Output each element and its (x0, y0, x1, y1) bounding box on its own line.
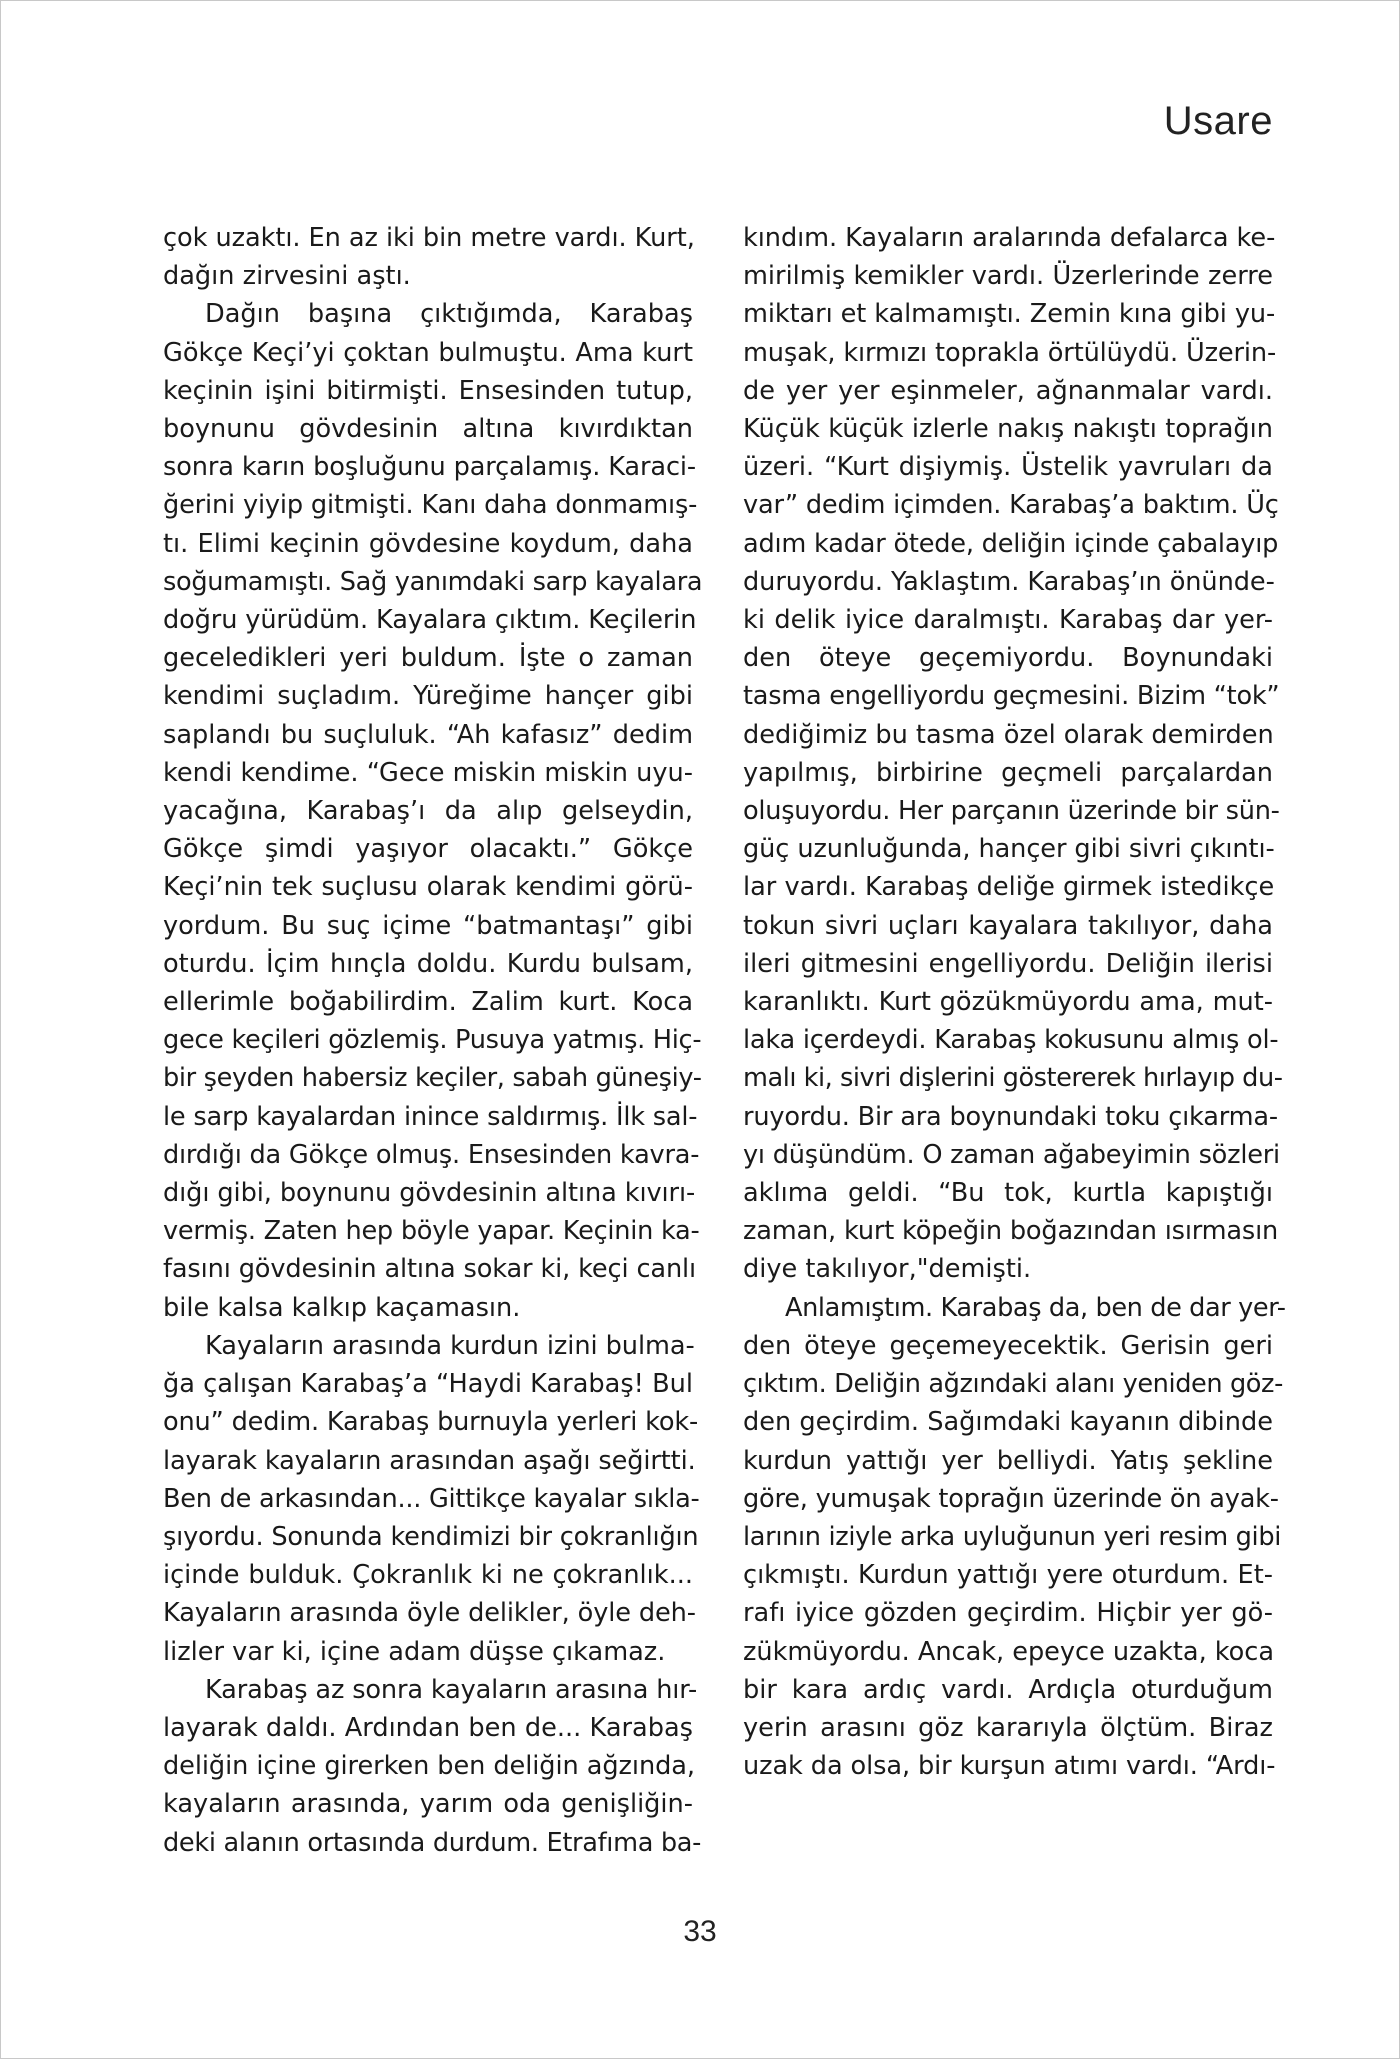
text-line: muşak, kırmızı toprakla örtülüydü. Üzerin- (743, 337, 1277, 368)
text-line: de yer yer eşinmeler, ağnanmalar vardı. (743, 375, 1273, 406)
text-line: çıktım. Deliğin ağzındaki alanı yeniden göz- (743, 1369, 1283, 1400)
text-line: le sarp kayalardan inince saldırmış. İlk sal- (163, 1101, 698, 1132)
text-line: ğerini yiyip gitmişti. Kanı daha donmamış- (163, 490, 698, 521)
text-line: boynunu gövdesinin altına kıvırdıktan (163, 414, 693, 445)
text-line: kendimi suçladım. Yüreğime hançer gibi (163, 681, 693, 712)
paragraph (163, 1671, 702, 1862)
text-line: den geçirdim. Sağımdaki kayanın dibinde (743, 1407, 1273, 1438)
text-line: keçinin işini bitirmişti. Ensesinden tutup, (163, 375, 693, 406)
left-text-column (163, 219, 703, 1862)
text-line: diye takılıyor,"demişti. (743, 1254, 1032, 1285)
page-number: 33 (683, 1915, 717, 1948)
text-line: Dağın başına çıktığımda, Karabaş (205, 299, 693, 330)
text-line: dırdığı da Gökçe olmuş. Ensesinden kavra- (163, 1139, 700, 1170)
text-line: layarak kayaların arasından aşağı seğirtti. (163, 1445, 696, 1476)
text-line: Kayaların arasında kurdun izini bulma- (205, 1330, 695, 1361)
text-line: Ben de arkasından... Gittikçe kayalar sıkla- (163, 1483, 700, 1514)
text-line: karanlıktı. Kurt gözükmüyordu ama, mut- (743, 987, 1273, 1018)
text-line: tasma engelliyordu geçmesini. Bizim “tok” (743, 681, 1280, 712)
text-line: Karabaş az sonra kayaların arasına hır- (205, 1674, 698, 1705)
text-line: bile kalsa kalkıp kaçamasın. (163, 1292, 521, 1323)
text-line: mirilmiş kemikler vardı. Üzerlerinde zerre (743, 261, 1273, 292)
text-line: içinde bulduk. Çokranlık ki ne çokranlık... (163, 1560, 693, 1591)
text-line: kurdun yattığı yer belliydi. Yatış şekline (743, 1445, 1273, 1476)
text-line: kendi kendime. “Gece miskin miskin uyu- (163, 757, 693, 788)
text-line: ğa çalışan Karabaş’a “Haydi Karabaş! Bul (163, 1369, 693, 1400)
paragraph (163, 1327, 700, 1671)
text-line: sonra karın boşluğunu parçalamış. Karaci- (163, 452, 697, 483)
text-line: Anlamıştım. Karabaş da, ben de dar yer- (785, 1292, 1286, 1323)
text-line: ki delik iyice daralmıştı. Karabaş dar yer- (743, 605, 1273, 636)
text-line: zaman, kurt köpeğin boğazından ısırmasın (743, 1216, 1279, 1247)
text-line: bir kara ardıç vardı. Ardıçla oturduğum (743, 1674, 1273, 1705)
text-line: yapılmış, birbirine geçmeli parçalardan (743, 757, 1273, 788)
text-line: Gökçe şimdi yaşıyor olacaktı.” Gökçe (163, 834, 693, 865)
text-line: uzak da olsa, bir kurşun atımı vardı. “Ardı- (743, 1751, 1276, 1782)
text-line: oturdu. İçim hınçla doldu. Kurdu bulsam, (163, 948, 693, 979)
right-text-column (743, 219, 1286, 1785)
paragraph (163, 219, 693, 295)
text-line: Kayaların arasında öyle delikler, öyle deh- (163, 1598, 696, 1629)
text-line: den öteye geçemeyecektik. Gerisin geri (743, 1330, 1273, 1361)
text-line: doğru yürüdüm. Kayalara çıktım. Keçilerin (163, 605, 697, 636)
text-line: yordum. Bu suç içime “batmantaşı” gibi (163, 910, 693, 941)
text-line: layarak daldı. Ardından ben de... Karabaş (163, 1712, 693, 1743)
text-line: Gökçe Keçi’yi çoktan bulmuştu. Ama kurt (163, 337, 693, 368)
text-line: Keçi’nin tek suçlusu olarak kendimi görü- (163, 872, 693, 903)
text-line: dediğimiz bu tasma özel olarak demirden (743, 719, 1274, 750)
text-line: vermiş. Zaten hep böyle yapar. Keçinin ka- (163, 1216, 700, 1247)
text-line: larının iziyle arka uyluğunun yeri resim gibi (743, 1521, 1282, 1552)
text-line: saplandı bu suçluluk. “Ah kafasız” dedim (163, 719, 693, 750)
text-line: var” dedim içimden. Karabaş’a baktım. Üç (743, 490, 1279, 521)
text-line: yacağına, Karabaş’ı da alıp gelseydin, (163, 796, 693, 827)
text-line: rafı iyice gözden geçirdim. Hiçbir yer gö- (743, 1598, 1273, 1629)
text-line: dağın zirvesini aştı. (163, 261, 411, 292)
running-header: Usare (1163, 99, 1273, 143)
text-line: onu” dedim. Karabaş burnuyla yerleri kok- (163, 1407, 699, 1438)
text-line: oluşuyordu. Her parçanın üzerinde bir sün- (743, 796, 1280, 827)
text-line: çıkmıştı. Kurdun yattığı yere oturdum. Et- (743, 1560, 1273, 1591)
paragraph (163, 295, 703, 1326)
text-line: çok uzaktı. En az iki bin metre vardı. Kurt, (163, 223, 695, 253)
paragraph (743, 219, 1283, 1289)
text-line: tı. Elimi keçinin gövdesine koydum, daha (163, 528, 693, 559)
text-line: bir şeyden habersiz keçiler, sabah güneşiy- (163, 1063, 702, 1094)
text-line: tokun sivri uçları kayalara takılıyor, daha (743, 910, 1273, 941)
text-line: Küçük küçük izlerle nakış nakıştı toprağın (743, 414, 1273, 445)
text-line: laka içerdeydi. Karabaş kokusunu almış ol- (743, 1025, 1279, 1056)
text-line: duruyordu. Yaklaştım. Karabaş’ın önünde- (743, 566, 1275, 597)
text-line: kayaların arasında, yarım oda genişliğin- (163, 1789, 693, 1820)
text-line: den öteye geçemiyordu. Boynundaki (743, 643, 1273, 674)
paragraph (743, 1289, 1286, 1786)
text-line: ileri gitmesini engelliyordu. Deliğin ilerisi (743, 948, 1273, 979)
text-line: yerin arasını göz kararıyla ölçtüm. Biraz (743, 1712, 1273, 1743)
text-line: yı düşündüm. O zaman ağabeyimin sözleri (743, 1139, 1280, 1170)
text-line: ruyordu. Bir ara boynundaki toku çıkarma- (743, 1101, 1278, 1132)
text-line: geceledikleri yeri buldum. İşte o zaman (163, 643, 693, 674)
text-line: şıyordu. Sonunda kendimizi bir çokranlığın (163, 1521, 699, 1552)
text-line: lizler var ki, içine adam düşse çıkamaz. (163, 1636, 666, 1667)
text-line: aklıma geldi. “Bu tok, kurtla kapıştığı (743, 1178, 1273, 1209)
text-line: miktarı et kalmamıştı. Zemin kına gibi yu- (743, 299, 1276, 330)
text-line: deliğin içine girerken ben deliğin ağzında, (163, 1751, 695, 1782)
text-line: soğumamıştı. Sağ yanımdaki sarp kayalara (163, 566, 703, 597)
text-line: kındım. Kayaların aralarında defalarca ke- (743, 223, 1276, 253)
text-line: güç uzunluğunda, hançer gibi sivri çıkıntı- (743, 834, 1275, 865)
text-line: fasını gövdesinin altına sokar ki, keçi canlı (163, 1254, 696, 1285)
text-line: zükmüyordu. Ancak, epeyce uzakta, koca (743, 1636, 1274, 1667)
text-line: malı ki, sivri dişlerini göstererek hırlayıp du- (743, 1063, 1283, 1094)
text-line: deki alanın ortasında durdum. Etrafıma ba- (163, 1827, 702, 1858)
text-line: dığı gibi, boynunu gövdesinin altına kıvırı- (163, 1178, 696, 1209)
text-line: göre, yumuşak toprağın üzerinde ön ayak- (743, 1483, 1279, 1514)
text-line: adım kadar ötede, deliğin içinde çabalayıp (743, 528, 1279, 559)
text-line: lar vardı. Karabaş deliğe girmek istedikçe (743, 872, 1275, 903)
text-line: ellerimle boğabilirdim. Zalim kurt. Koca (163, 987, 693, 1018)
text-line: gece keçileri gözlemiş. Pusuya yatmış. Hiç- (163, 1025, 702, 1056)
text-line: üzeri. “Kurt dişiymiş. Üstelik yavruları da (743, 452, 1273, 483)
